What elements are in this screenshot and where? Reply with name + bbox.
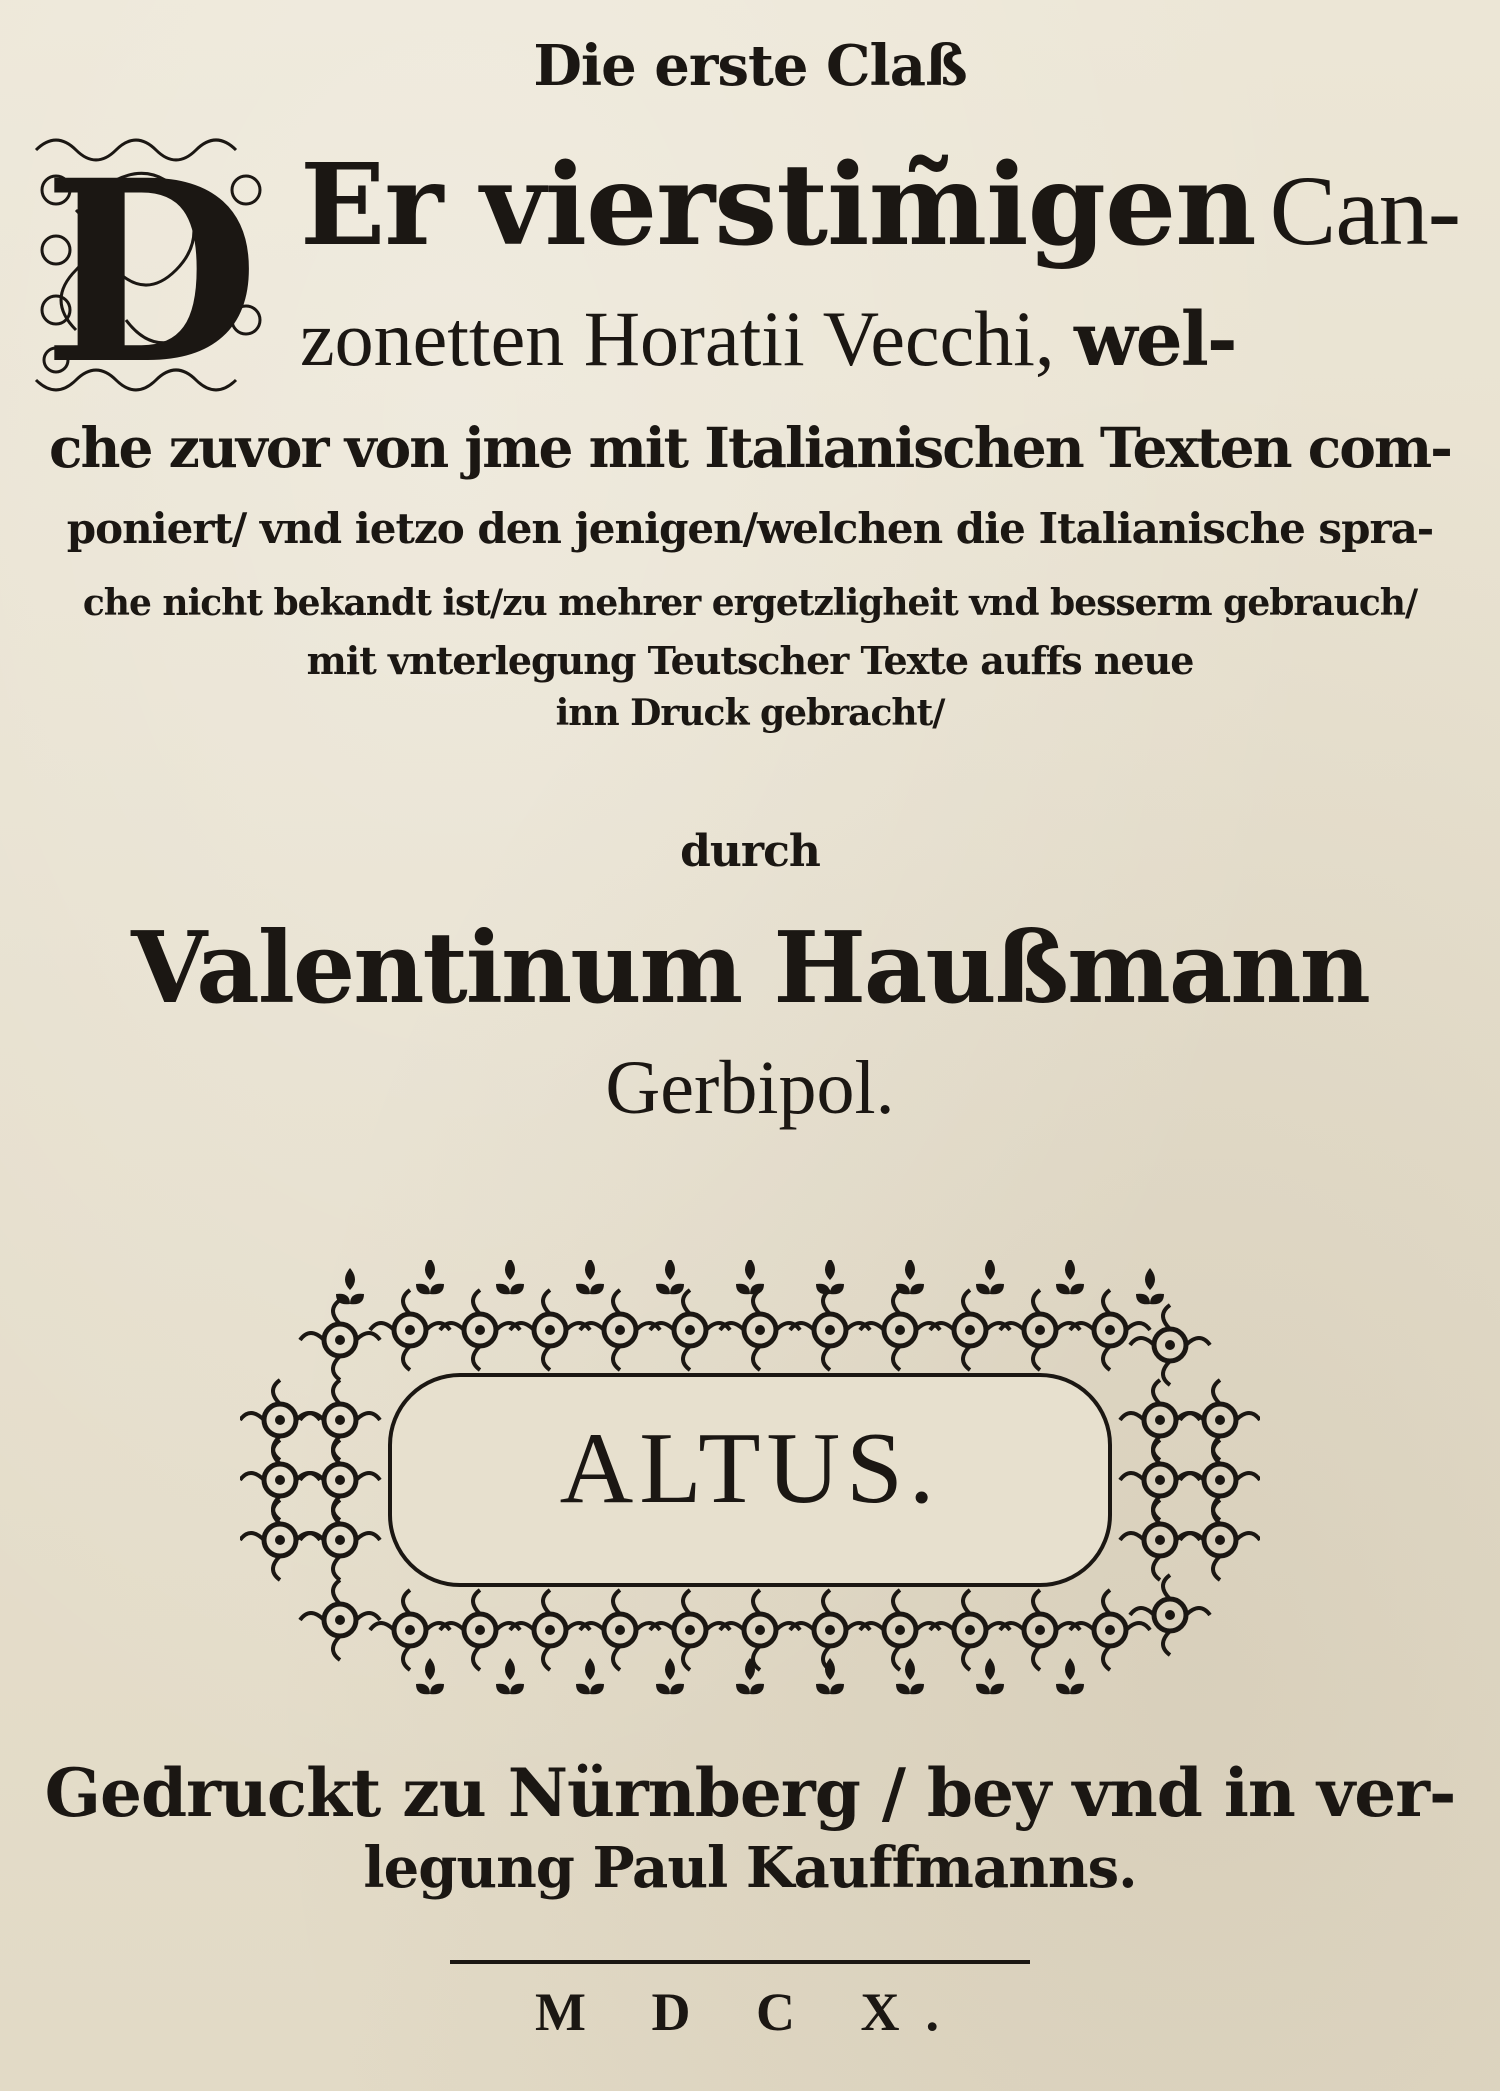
body-line: che nicht bekandt ist/zu mehrer ergetzligheit vnd besserm gebrauch/: [82, 582, 1418, 624]
title-line-1-tail: Can-: [1269, 155, 1461, 266]
initial-letter: D: [42, 125, 260, 410]
body-line: poniert/ vnd ietzo den jenigen/welchen die Italianische spra-: [66, 504, 1434, 553]
body-line: mit vnterlegung Teutscher Texte auffs neue: [306, 638, 1194, 683]
voice-part-label: ALTUS.: [559, 1412, 941, 1525]
decorated-initial: [16, 120, 286, 410]
author-name: Valentinum Haußmann: [131, 911, 1369, 1026]
horizontal-rule: [450, 1960, 1030, 1964]
publication-year: M D C X.: [535, 1982, 965, 2042]
author-origin: Gerbipol.: [605, 1046, 895, 1130]
title-line-1-main: Er vierstim̃igen: [300, 140, 1256, 271]
body-line: inn Druck gebracht/: [555, 692, 945, 734]
title-line-2-main: zonetten Horatii Vecchi,: [300, 295, 1055, 382]
by-text: durch: [680, 826, 820, 877]
title-line-2-tail: wel-: [1073, 297, 1236, 383]
title-line-2: [300, 295, 1470, 383]
title-line-1: [300, 140, 1470, 271]
imprint-line: Gedruckt zu Nürnberg / bey vnd in ver-: [44, 1754, 1456, 1832]
body-line: che zuvor von jme mit Italianischen Texten com-: [48, 415, 1452, 480]
header-text: Die erste Claß: [533, 33, 967, 99]
imprint-line: legung Paul Kauffmanns.: [363, 1835, 1137, 1901]
